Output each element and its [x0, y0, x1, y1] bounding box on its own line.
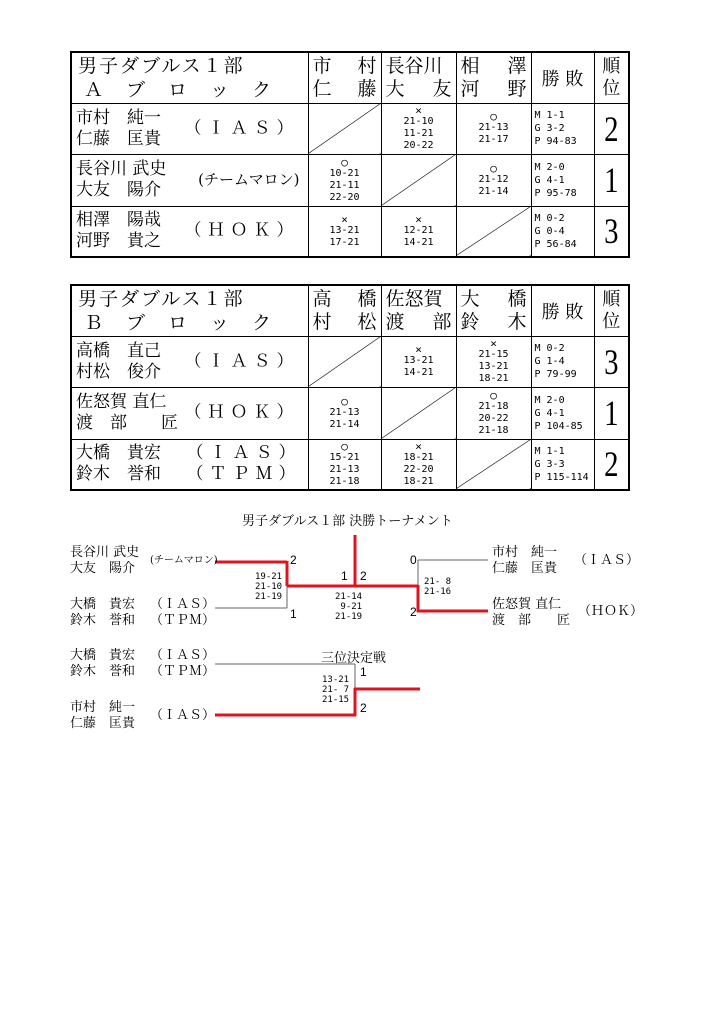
win-loss-cell — [531, 336, 594, 387]
team-name: (チームマロン) — [150, 555, 218, 566]
game-score: 18-21 — [478, 373, 509, 384]
rank-header-text: 順位 — [602, 55, 621, 99]
stat-line: M 1-1 — [534, 445, 565, 457]
team-name: （ＩＡＳ） — [150, 708, 216, 723]
rank-cell: 3 — [598, 206, 626, 257]
score-number: 1 — [360, 665, 367, 679]
game-score: 11-21 — [403, 128, 434, 139]
block-b-opponent-3 — [456, 285, 531, 336]
rank-cell: 1 — [598, 154, 626, 206]
match-result-cell — [381, 336, 456, 387]
stat-line: G 3-2 — [534, 123, 565, 134]
win-loss-cell — [531, 154, 594, 206]
player-cell — [71, 336, 308, 387]
result-mark: × — [415, 343, 422, 356]
opp-char: 渡 — [385, 310, 405, 333]
stat-line: G 4-1 — [534, 174, 565, 186]
opp-char: 大 — [385, 77, 405, 100]
self-match-cell — [308, 336, 381, 387]
block-a-wl-header: 勝 敗 — [531, 52, 594, 103]
stat-line: M 0-2 — [534, 343, 565, 354]
team-name: (チームマロン) — [198, 170, 300, 189]
score-number: 2 — [360, 569, 367, 583]
player-name: 大友 陽介 — [70, 561, 136, 576]
bracket-entry-third-top — [70, 648, 135, 680]
opp-char: 村 — [357, 54, 377, 77]
result-mark: ○ — [490, 110, 497, 123]
player-name: 長谷川 武史 — [70, 545, 140, 560]
player-name: 仁藤 匡貴 — [76, 128, 161, 149]
player-cell — [71, 103, 308, 154]
match-result-cell — [456, 154, 531, 206]
stat-line: P 94-83 — [534, 136, 577, 147]
player-name: 大橋 貴宏 — [76, 443, 161, 464]
opp-char: 相 — [460, 54, 480, 77]
result-mark: × — [415, 212, 422, 226]
game-score: 13-21 — [478, 361, 509, 372]
opp-char: 佐怒賀 — [385, 287, 443, 310]
block-a-header — [71, 52, 308, 103]
opp-char: 河 — [460, 77, 480, 100]
player-name: 仁藤 匡貴 — [492, 561, 558, 576]
stat-line: P 115-114 — [534, 471, 589, 483]
player-row — [71, 387, 629, 439]
self-match-cell — [381, 387, 456, 439]
player-name: 市村 純一 — [76, 107, 161, 128]
player-name: 佐怒賀 直仁 — [76, 392, 167, 412]
player-name: 長谷川 武史 — [76, 159, 167, 179]
game-score: 21-14 — [478, 185, 509, 197]
third-game-scores: 13-21 21- 7 21-15 — [322, 675, 350, 705]
self-match-cell — [456, 439, 531, 490]
block-a-rank-header — [594, 52, 629, 103]
result-mark: ○ — [490, 161, 497, 175]
player-cell — [71, 387, 308, 439]
self-match-cell — [381, 154, 456, 206]
team-name: （ＨＯＫ） — [184, 402, 300, 423]
block-b-table — [70, 284, 630, 491]
stat-line: M 2-0 — [534, 394, 565, 406]
team-name: （ＩＡＳ） — [186, 443, 302, 464]
match-result-cell — [381, 103, 456, 154]
team-label: （ＴＰＭ） — [150, 613, 216, 628]
block-b-header — [71, 285, 308, 336]
rank-cell: 2 — [598, 439, 626, 490]
block-b-wl-header: 勝 敗 — [531, 285, 594, 336]
match-result-cell — [308, 154, 381, 206]
bracket-title: 男子ダブルス１部 決勝トーナメント — [242, 514, 453, 529]
player-name: 鈴木 誉和 — [70, 613, 136, 628]
stat-line: P 79-99 — [534, 369, 577, 380]
match-result-cell — [456, 336, 531, 387]
player-name: 相澤 陽哉 — [76, 210, 161, 231]
result-mark: × — [415, 439, 422, 453]
result-mark: ○ — [341, 155, 348, 169]
stat-line: P 56-84 — [534, 238, 577, 250]
team-name: （ＩＡＳ） — [184, 351, 300, 371]
score-number: 2 — [410, 605, 417, 619]
score-number: 2 — [290, 553, 297, 567]
player-name: 鈴木 誉和 — [76, 464, 161, 485]
bracket-entry-right-bot — [492, 597, 570, 629]
block-a-title: 男子ダブルス１部 — [78, 54, 245, 77]
game-score: 12-21 — [403, 224, 434, 236]
stat-line: P 104-85 — [534, 420, 583, 432]
game-score: 15-21 — [329, 451, 360, 463]
opp-char: 仁 — [312, 77, 332, 100]
team-name: （ＩＡＳ） — [574, 553, 640, 568]
game-score: 14-21 — [403, 367, 434, 378]
player-cell — [71, 154, 308, 206]
team-label: （ＩＡＳ） — [150, 597, 216, 612]
player-name: 鈴木 誉和 — [70, 664, 136, 679]
team-name — [150, 597, 215, 629]
game-score: 21-12 — [478, 173, 509, 185]
stat-line: M 0-2 — [534, 212, 565, 224]
team-name: （ＩＡＳ） — [184, 118, 300, 138]
player-name: 仁藤 匡貴 — [70, 716, 136, 731]
rank-cell: 3 — [598, 336, 626, 387]
score-number: 2 — [360, 701, 367, 715]
player-name: 高橋 直己 — [76, 340, 161, 361]
block-b-rank-header — [594, 285, 629, 336]
block-a-opponent-1 — [308, 52, 381, 103]
opp-char: 松 — [357, 310, 377, 333]
game-score: 20-22 — [478, 412, 509, 424]
result-mark: × — [490, 337, 497, 350]
player-name: 渡 部 匠 — [492, 613, 571, 628]
bracket-entry-left-top — [70, 545, 139, 577]
game-score: 17-21 — [329, 236, 360, 248]
bracket-entry-left-bot — [70, 597, 135, 629]
result-mark: ○ — [490, 388, 497, 402]
opp-char: 高 — [312, 287, 332, 310]
match-result-cell — [308, 387, 381, 439]
block-b-subtitle: Ｂ ブ ロ ッ ク — [84, 311, 274, 334]
player-row — [71, 154, 629, 206]
result-mark: ○ — [341, 394, 348, 408]
player-cell — [71, 206, 308, 257]
team-label: （ＴＰＭ） — [150, 664, 216, 679]
game-score: 21-15 — [478, 349, 509, 360]
team-name — [150, 648, 215, 680]
block-b-opponent-2 — [381, 285, 456, 336]
team-name: （ＴＰＭ） — [186, 464, 302, 485]
player-name: 渡 部 匠 — [76, 413, 178, 433]
game-score: 20-22 — [403, 140, 434, 151]
game-score: 22-20 — [403, 463, 434, 475]
bracket-entry-third-bot — [70, 700, 135, 732]
final-game-scores: 21-14 9-21 21-19 — [335, 592, 363, 622]
player-row — [71, 103, 629, 154]
team-label: （ＩＡＳ） — [150, 648, 216, 663]
opp-char: 藤 — [357, 77, 377, 100]
opp-char: 野 — [507, 77, 527, 100]
stat-line: M 2-0 — [534, 161, 565, 173]
result-mark: × — [341, 212, 348, 226]
semi2-game-scores: 21- 8 21-16 — [424, 577, 452, 597]
win-loss-cell — [531, 103, 594, 154]
game-score: 21-18 — [478, 400, 509, 412]
player-row — [71, 336, 629, 387]
win-loss-cell — [531, 439, 594, 490]
game-score: 14-21 — [403, 236, 434, 248]
opp-char: 長谷川 — [385, 54, 443, 77]
team-name: （ＨＯＫ） — [184, 220, 300, 241]
opp-char: 橋 — [357, 287, 377, 310]
game-score: 18-21 — [403, 451, 434, 463]
player-name: 市村 純一 — [492, 545, 558, 560]
match-result-cell — [381, 206, 456, 257]
game-score: 21-14 — [329, 418, 360, 430]
game-score: 21-17 — [478, 134, 509, 145]
game-score: 13-21 — [329, 224, 360, 236]
rank-header-text: 順位 — [602, 288, 621, 332]
self-match-cell — [456, 206, 531, 257]
game-score: 13-21 — [403, 355, 434, 366]
block-a-opponent-2 — [381, 52, 456, 103]
opp-char: 部 — [432, 310, 452, 333]
stat-line: G 4-1 — [534, 407, 565, 419]
block-a-opponent-3 — [456, 52, 531, 103]
player-name: 大橋 貴宏 — [70, 648, 136, 663]
opp-char: 村 — [312, 310, 332, 333]
semi1-game-scores: 19-21 21-10 21-19 — [255, 572, 283, 602]
match-result-cell — [308, 439, 381, 490]
result-mark: ○ — [341, 439, 348, 453]
player-name: 大友 陽介 — [76, 180, 161, 200]
stat-line: G 3-3 — [534, 458, 565, 470]
match-result-cell — [456, 387, 531, 439]
score-number: 1 — [290, 607, 297, 621]
opp-char: 澤 — [507, 54, 527, 77]
player-row — [71, 439, 629, 490]
win-loss-cell — [531, 387, 594, 439]
opp-char: 大 — [460, 287, 480, 310]
player-name: 佐怒賀 直仁 — [492, 597, 562, 612]
player-name: 大橋 貴宏 — [70, 597, 136, 612]
game-score: 21-13 — [329, 463, 360, 475]
player-row — [71, 206, 629, 257]
match-result-cell — [381, 439, 456, 490]
match-result-cell — [308, 206, 381, 257]
opp-char: 木 — [507, 310, 527, 333]
stat-line: G 0-4 — [534, 225, 565, 237]
stat-line: P 95-78 — [534, 187, 577, 199]
block-a-subtitle: Ａ ブ ロ ッ ク — [84, 78, 274, 101]
game-score: 21-18 — [478, 424, 509, 436]
game-score: 21-13 — [329, 406, 360, 418]
player-name: 市村 純一 — [70, 700, 136, 715]
player-cell — [71, 439, 308, 490]
score-number: 0 — [410, 553, 417, 567]
block-a-table — [70, 51, 630, 258]
win-loss-cell — [531, 206, 594, 257]
game-score: 22-20 — [329, 191, 360, 203]
opp-char: 橋 — [507, 287, 527, 310]
game-score: 21-18 — [329, 475, 360, 487]
block-b-title: 男子ダブルス１部 — [78, 287, 245, 310]
bracket-entry-right-top — [492, 545, 557, 577]
result-mark: × — [415, 104, 422, 117]
score-number: 1 — [341, 569, 348, 583]
block-b-opponent-1 — [308, 285, 381, 336]
opp-char: 鈴 — [460, 310, 480, 333]
game-score: 21-10 — [403, 116, 434, 127]
rank-cell: 1 — [598, 387, 626, 439]
self-match-cell — [308, 103, 381, 154]
third-place-title: 三位決定戦 — [321, 651, 387, 666]
match-result-cell — [456, 103, 531, 154]
stat-line: M 1-1 — [534, 110, 565, 121]
game-score: 18-21 — [403, 475, 434, 487]
player-name: 村松 俊介 — [76, 361, 161, 382]
opp-char: 友 — [432, 77, 452, 100]
opp-char: 市 — [312, 54, 332, 77]
game-score: 21-11 — [329, 179, 360, 191]
game-score: 10-21 — [329, 167, 360, 179]
team-name: （ＨＯＫ） — [578, 604, 644, 619]
stat-line: G 1-4 — [534, 356, 565, 367]
rank-cell: 2 — [598, 103, 626, 154]
player-name: 河野 貴之 — [76, 231, 161, 252]
game-score: 21-13 — [478, 122, 509, 133]
